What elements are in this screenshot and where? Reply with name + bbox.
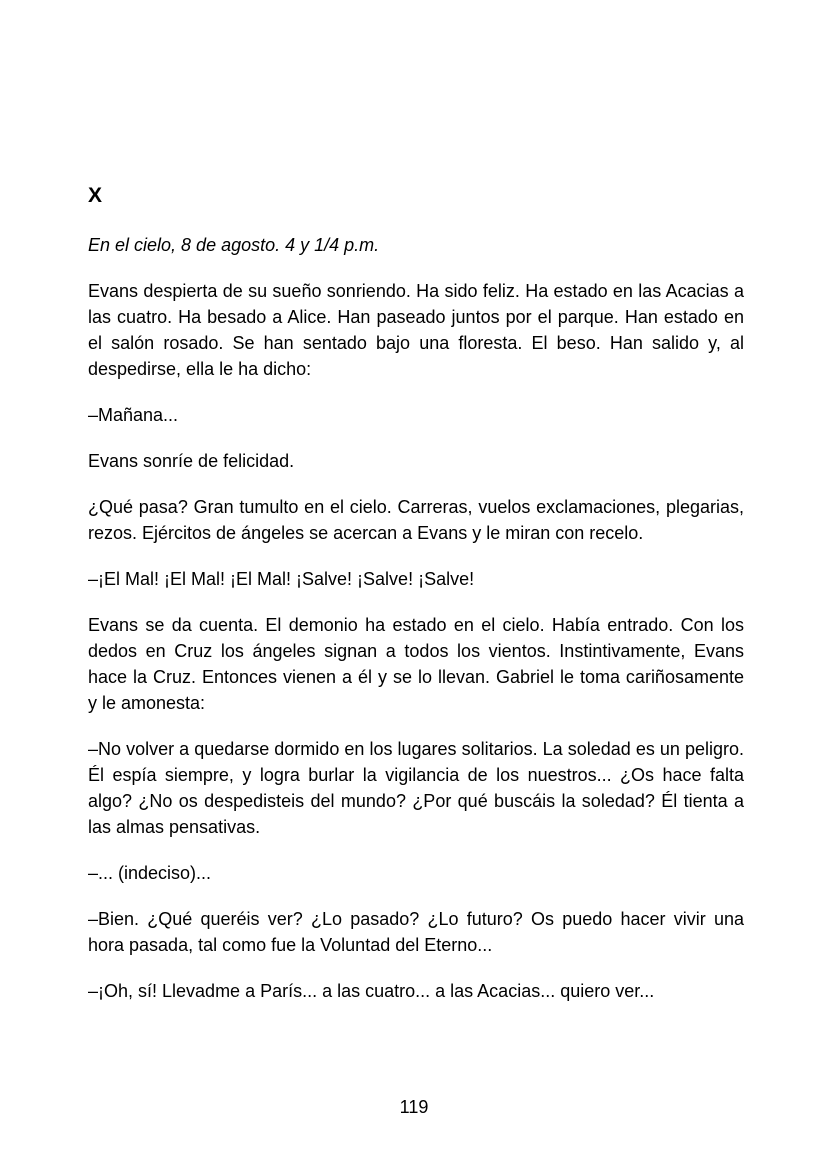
dialogue-line: –Bien. ¿Qué queréis ver? ¿Lo pasado? ¿Lo futuro? Os puedo hacer vivir una hora pasada, tal como fue la Voluntad del Eterno... [88,909,744,955]
dialogue-line: –¡Oh, sí! Llevadme a París... a las cuatro... a las Acacias... quiero ver... [88,981,655,1001]
paragraph: Evans se da cuenta. El demonio ha estado en el cielo. Había entrado. Con los dedos en Cruz los ángeles signan a todos los vientos. Instintivamente, Evans hace la Cruz. Entonces vienen a él y se lo llevan. Gabriel le toma cariñosamente y le amonesta: [88,615,744,713]
paragraph: ¿Qué pasa? Gran tumulto en el cielo. Carreras, vuelos exclamaciones, plegarias, rezos. Ejércitos de ángeles se acercan a Evans y le miran con recelo. [88,497,744,543]
page-number: 119 [399,1097,429,1117]
dialogue-line: –¡El Mal! ¡El Mal! ¡El Mal! ¡Salve! ¡Salve! ¡Salve! [88,569,475,589]
text-block [88,184,744,1024]
dateline: En el cielo, 8 de agosto. 4 y 1/4 p.m. [88,235,380,255]
dialogue-line: –... (indeciso)... [88,863,212,883]
paragraph: Evans sonríe de felicidad. [88,451,295,471]
dialogue-line: –Mañana... [88,405,179,425]
dialogue-line: –No volver a quedarse dormido en los lugares solitarios. La soledad es un peligro. Él espía siempre, y logra burlar la vigilancia de los nuestros... ¿Os hace falta algo? ¿No os despedisteis del mundo? ¿Por qué buscáis la soledad? Él tienta a las almas pensativas. [88,739,744,837]
chapter-heading: X [88,184,103,207]
paragraph: Evans despierta de su sueño sonriendo. Ha sido feliz. Ha estado en las Acacias a las cuatro. Ha besado a Alice. Han paseado juntos por el parque. Han estado en el salón rosado. Se han sentado bajo una floresta. El beso. Han salido y, al despedirse, ella le ha dicho: [88,281,744,379]
